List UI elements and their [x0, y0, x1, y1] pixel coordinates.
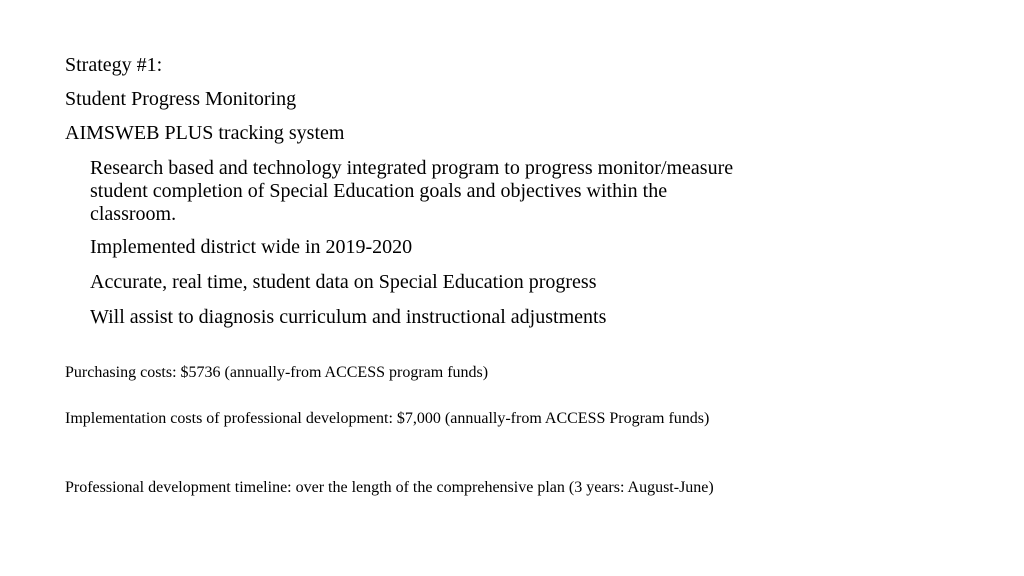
strategy-heading: Strategy #1:	[65, 54, 163, 76]
bullet-research: Research based and technology integrated program to progress monitor/measure student completion of Special Education goals and objectives within the classroom.	[90, 157, 734, 225]
topic-title: Student Progress Monitoring	[65, 88, 297, 110]
pd-timeline: Professional development timeline: over the length of the comprehensive plan (3 years: August-June)	[65, 479, 714, 496]
implementation-costs: Implementation costs of professional development: $7,000 (annually-from ACCESS Program funds)	[65, 410, 710, 427]
purchasing-costs: Purchasing costs: $5736 (annually-from ACCESS program funds)	[65, 364, 489, 381]
bullet-accurate-data: Accurate, real time, student data on Special Education progress	[90, 271, 597, 293]
bullet-implemented: Implemented district wide in 2019-2020	[90, 236, 413, 258]
bullet-diagnosis: Will assist to diagnosis curriculum and instructional adjustments	[90, 306, 607, 328]
system-name: AIMSWEB PLUS tracking system	[65, 122, 345, 144]
